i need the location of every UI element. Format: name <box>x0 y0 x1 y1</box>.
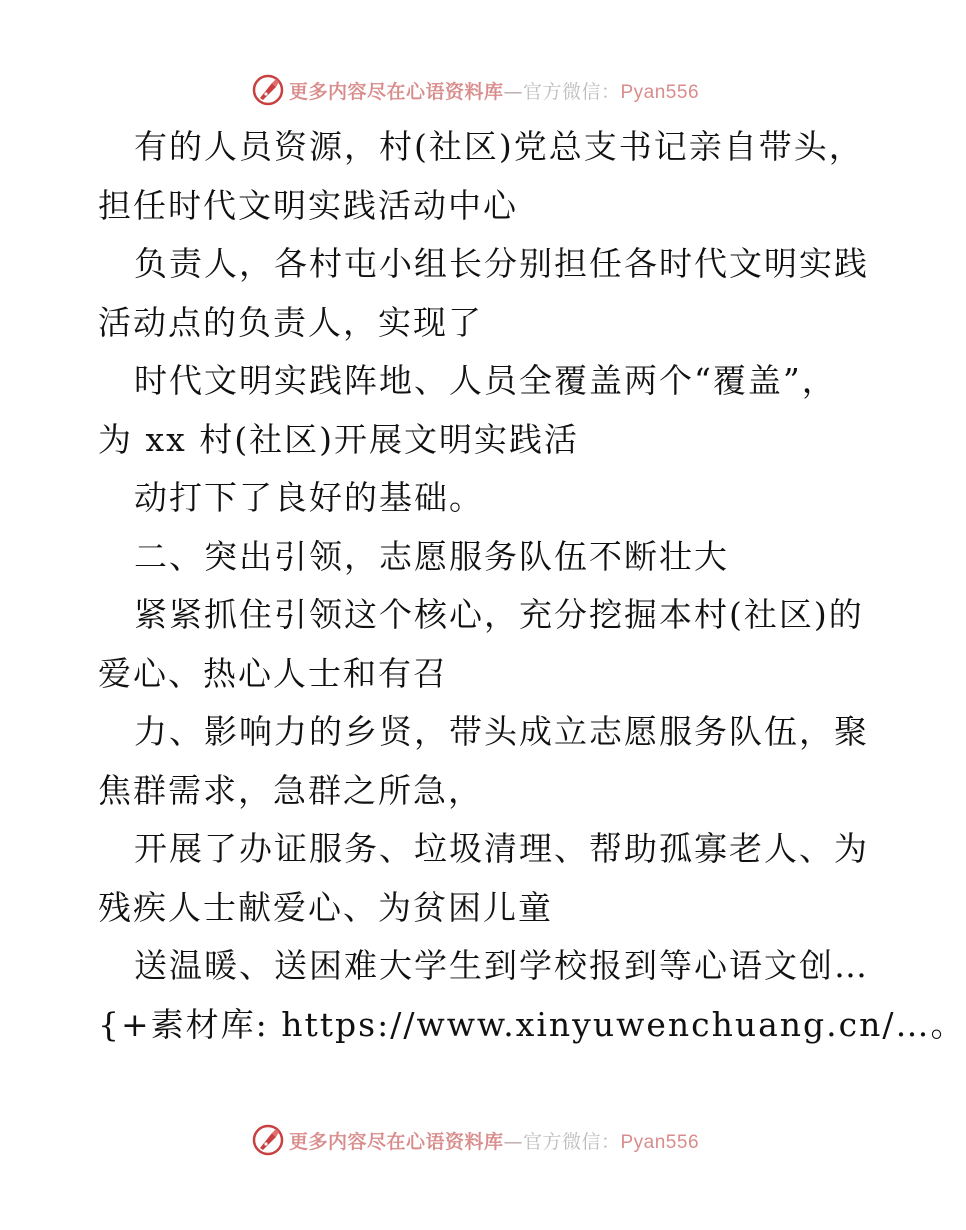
watermark-wechat-id: Pyan556 <box>620 81 700 103</box>
text-line: 开展了办证服务、垃圾清理、帮助孤寡老人、为 <box>134 829 869 868</box>
watermark-sub-text: 官方微信： <box>522 80 621 103</box>
pen-nib-logo-icon <box>251 73 285 107</box>
text-line: 负责人，各村屯小组长分别担任各时代文明实践 <box>134 244 869 283</box>
text-line: 力、影响力的乡贤，带头成立志愿服务队伍，聚 <box>134 712 869 751</box>
footer-watermark <box>0 1120 950 1160</box>
watermark-sub-text: 官方微信： <box>522 1130 621 1153</box>
text-line: 有的人员资源，村(社区)党总支书记亲自带头， <box>134 127 864 166</box>
document-body <box>98 118 966 1054</box>
text-line: 残疾人士献爱心、为贫困儿童 <box>98 887 553 927</box>
text-line: 送温暖、送困难大学生到学校报到等心语文创… <box>134 946 869 985</box>
watermark-site-text: 更多内容尽在心语资料库 <box>288 1130 504 1153</box>
section-heading: 二、突出引领，志愿服务队伍不断壮大 <box>134 536 729 576</box>
text-line: 焦群需求，急群之所急， <box>98 770 483 810</box>
text-line: 为 xx 村(社区)开展文明实践活 <box>98 419 579 459</box>
text-line: 时代文明实践阵地、人员全覆盖两个“覆盖”， <box>134 361 837 400</box>
text-line: 爱心、热心人士和有召 <box>98 653 448 693</box>
text-line: {+素材库: https://www.xinyuwenchuang.cn/…。 <box>98 1004 966 1044</box>
text-line: 活动点的负责人，实现了 <box>98 302 483 342</box>
text-line: 动打下了良好的基础。 <box>134 478 484 517</box>
watermark-dash: — <box>503 1130 523 1153</box>
watermark-site-text: 更多内容尽在心语资料库 <box>288 80 504 103</box>
pen-nib-logo-icon <box>251 1123 285 1157</box>
header-watermark <box>0 70 950 110</box>
text-line: 紧紧抓住引领这个核心，充分挖掘本村(社区)的 <box>134 595 864 634</box>
watermark-wechat-id: Pyan556 <box>620 1131 700 1153</box>
watermark-text <box>289 1127 699 1154</box>
watermark-dash: — <box>503 80 523 103</box>
watermark-text <box>289 77 699 104</box>
text-line: 担任时代文明实践活动中心 <box>98 185 518 225</box>
